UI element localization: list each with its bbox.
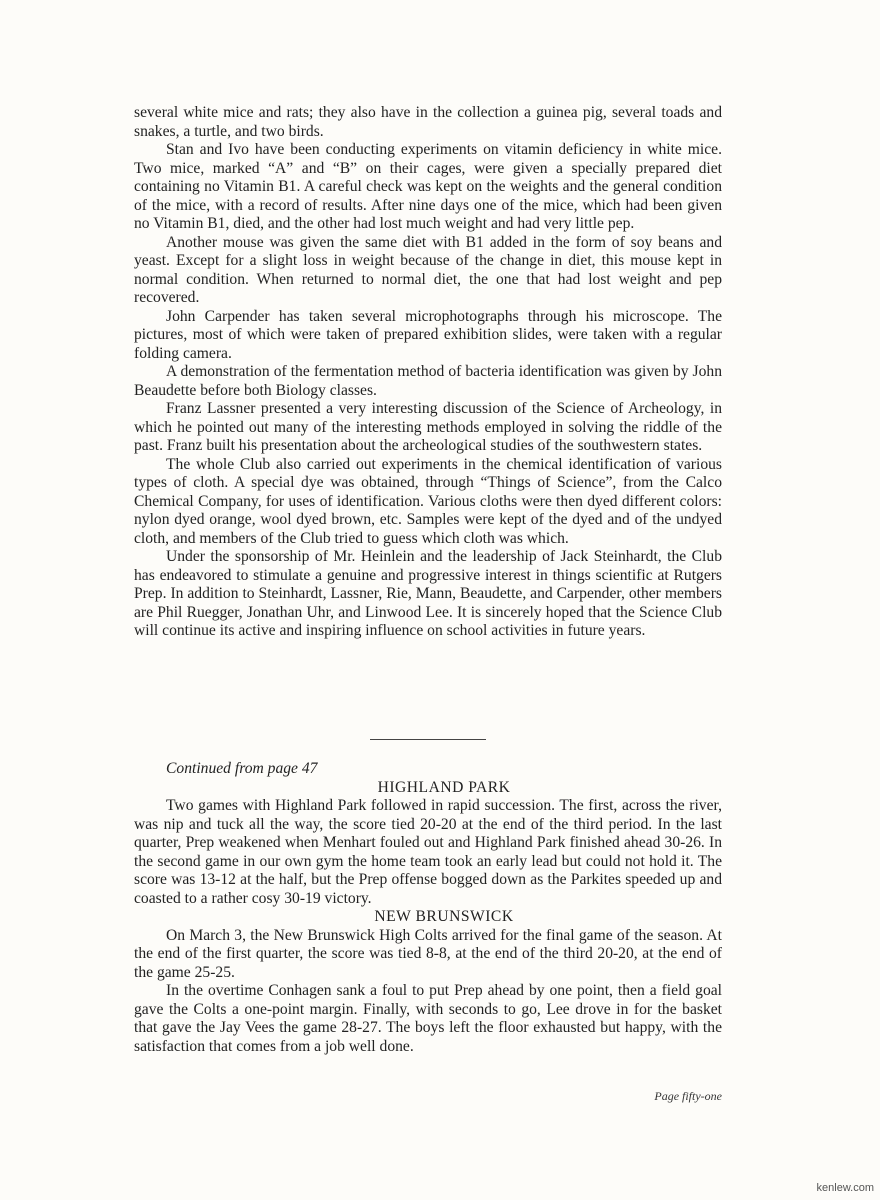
article-paragraph: Franz Lassner presented a very interesting discussion of the Science of Archeology, in which he pointed out many of the interesting methods employed in solving the riddle of the past. Franz built his presentation about the archeological studies of the southwestern states. [134,400,722,454]
article-paragraph: several white mice and rats; they also have in the collection a guinea pig, several toads and snakes, a turtle, and two birds. [134,104,722,140]
article-paragraph: The whole Club also carried out experiments in the chemical identification of various types of cloth. A special dye was obtained, through “Things of Science”, from the Calco Chemical Company, for uses of identification. Various cloths were then dyed different colors: nylon dyed orange, wool dyed brown, etc. Samples were kept of the dyed and of the undyed cloth, and members of the Club tried to guess which cloth was which. [134,455,722,547]
article-paragraph: On March 3, the New Brunswick High Colts arrived for the final game of the season. At the end of the first quarter, the score was tied 8-8, at the end of the third 20-20, at the end of the game 25-25. [134,926,722,981]
continued-note: Continued from page 47 [166,760,318,777]
section-divider [370,739,486,740]
article-paragraph: John Carpender has taken several microphotographs through his microscope. The pictures, most of which were taken of prepared exhibition slides, were taken with a regular folding camera. [134,307,722,362]
article-paragraph: Another mouse was given the same diet with B1 added in the form of soy beans and yeast. Except for a slight loss in weight because of the change in diet, this mouse kept in normal condition. When returned to normal diet, the one that had lost weight and pep recovered. [134,233,722,306]
section-heading-highland-park: HIGHLAND PARK [377,778,511,796]
science-club-article [134,104,722,641]
article-paragraph: Stan and Ivo have been conducting experiments on vitamin deficiency in white mice. Two mice, marked “A” and “B” on their cages, were given a specially prepared diet containing no Vitamin B1. A careful check was kept on the weights and the general condition of the mice, with a record of results. After nine days one of the mice, which had been given no Vitamin B1, died, and the other had lost much weight and had very little pep. [134,141,722,232]
watermark: kenlew.com [816,1182,874,1194]
article-paragraph: Two games with Highland Park followed in rapid succession. The first, across the river, was nip and tuck all the way, the score tied 20-20 at the end of the third period. In the last quarter, Prep weakened when Menhart fouled out and Highland Park finished ahead 30-26. In the second game in our own gym the home team took an early lead but could not hold it. The score was 13-12 at the half, but the Prep offense bogged down as the Parkites speeded up and coasted to a rather cosy 30-19 victory. [134,797,722,907]
article-paragraph: Under the sponsorship of Mr. Heinlein and the leadership of Jack Steinhardt, the Club has endeavored to stimulate a genuine and progressive interest in things scientific at Rutgers Prep. In addition to Steinhardt, Lassner, Rie, Mann, Beaudette, and Carpender, other members are Phil Ruegger, Jonathan Uhr, and Linwood Lee. It is sincerely hoped that the Science Club will continue its active and inspiring influence on school activities in future years. [134,548,722,639]
basketball-article [134,760,722,1056]
page-number: Page fifty-one [654,1089,722,1103]
article-paragraph: A demonstration of the fermentation method of bacteria identification was given by John Beaudette before both Biology classes. [134,363,722,399]
article-paragraph: In the overtime Conhagen sank a foul to put Prep ahead by one point, then a field goal gave the Colts a one-point margin. Finally, with seconds to go, Lee drove in for the basket that gave the Jay Vees the game 28-27. The boys left the floor exhausted but happy, with the satisfaction that comes from a job well done. [134,982,722,1055]
section-heading-new-brunswick: NEW BRUNSWICK [374,908,514,925]
